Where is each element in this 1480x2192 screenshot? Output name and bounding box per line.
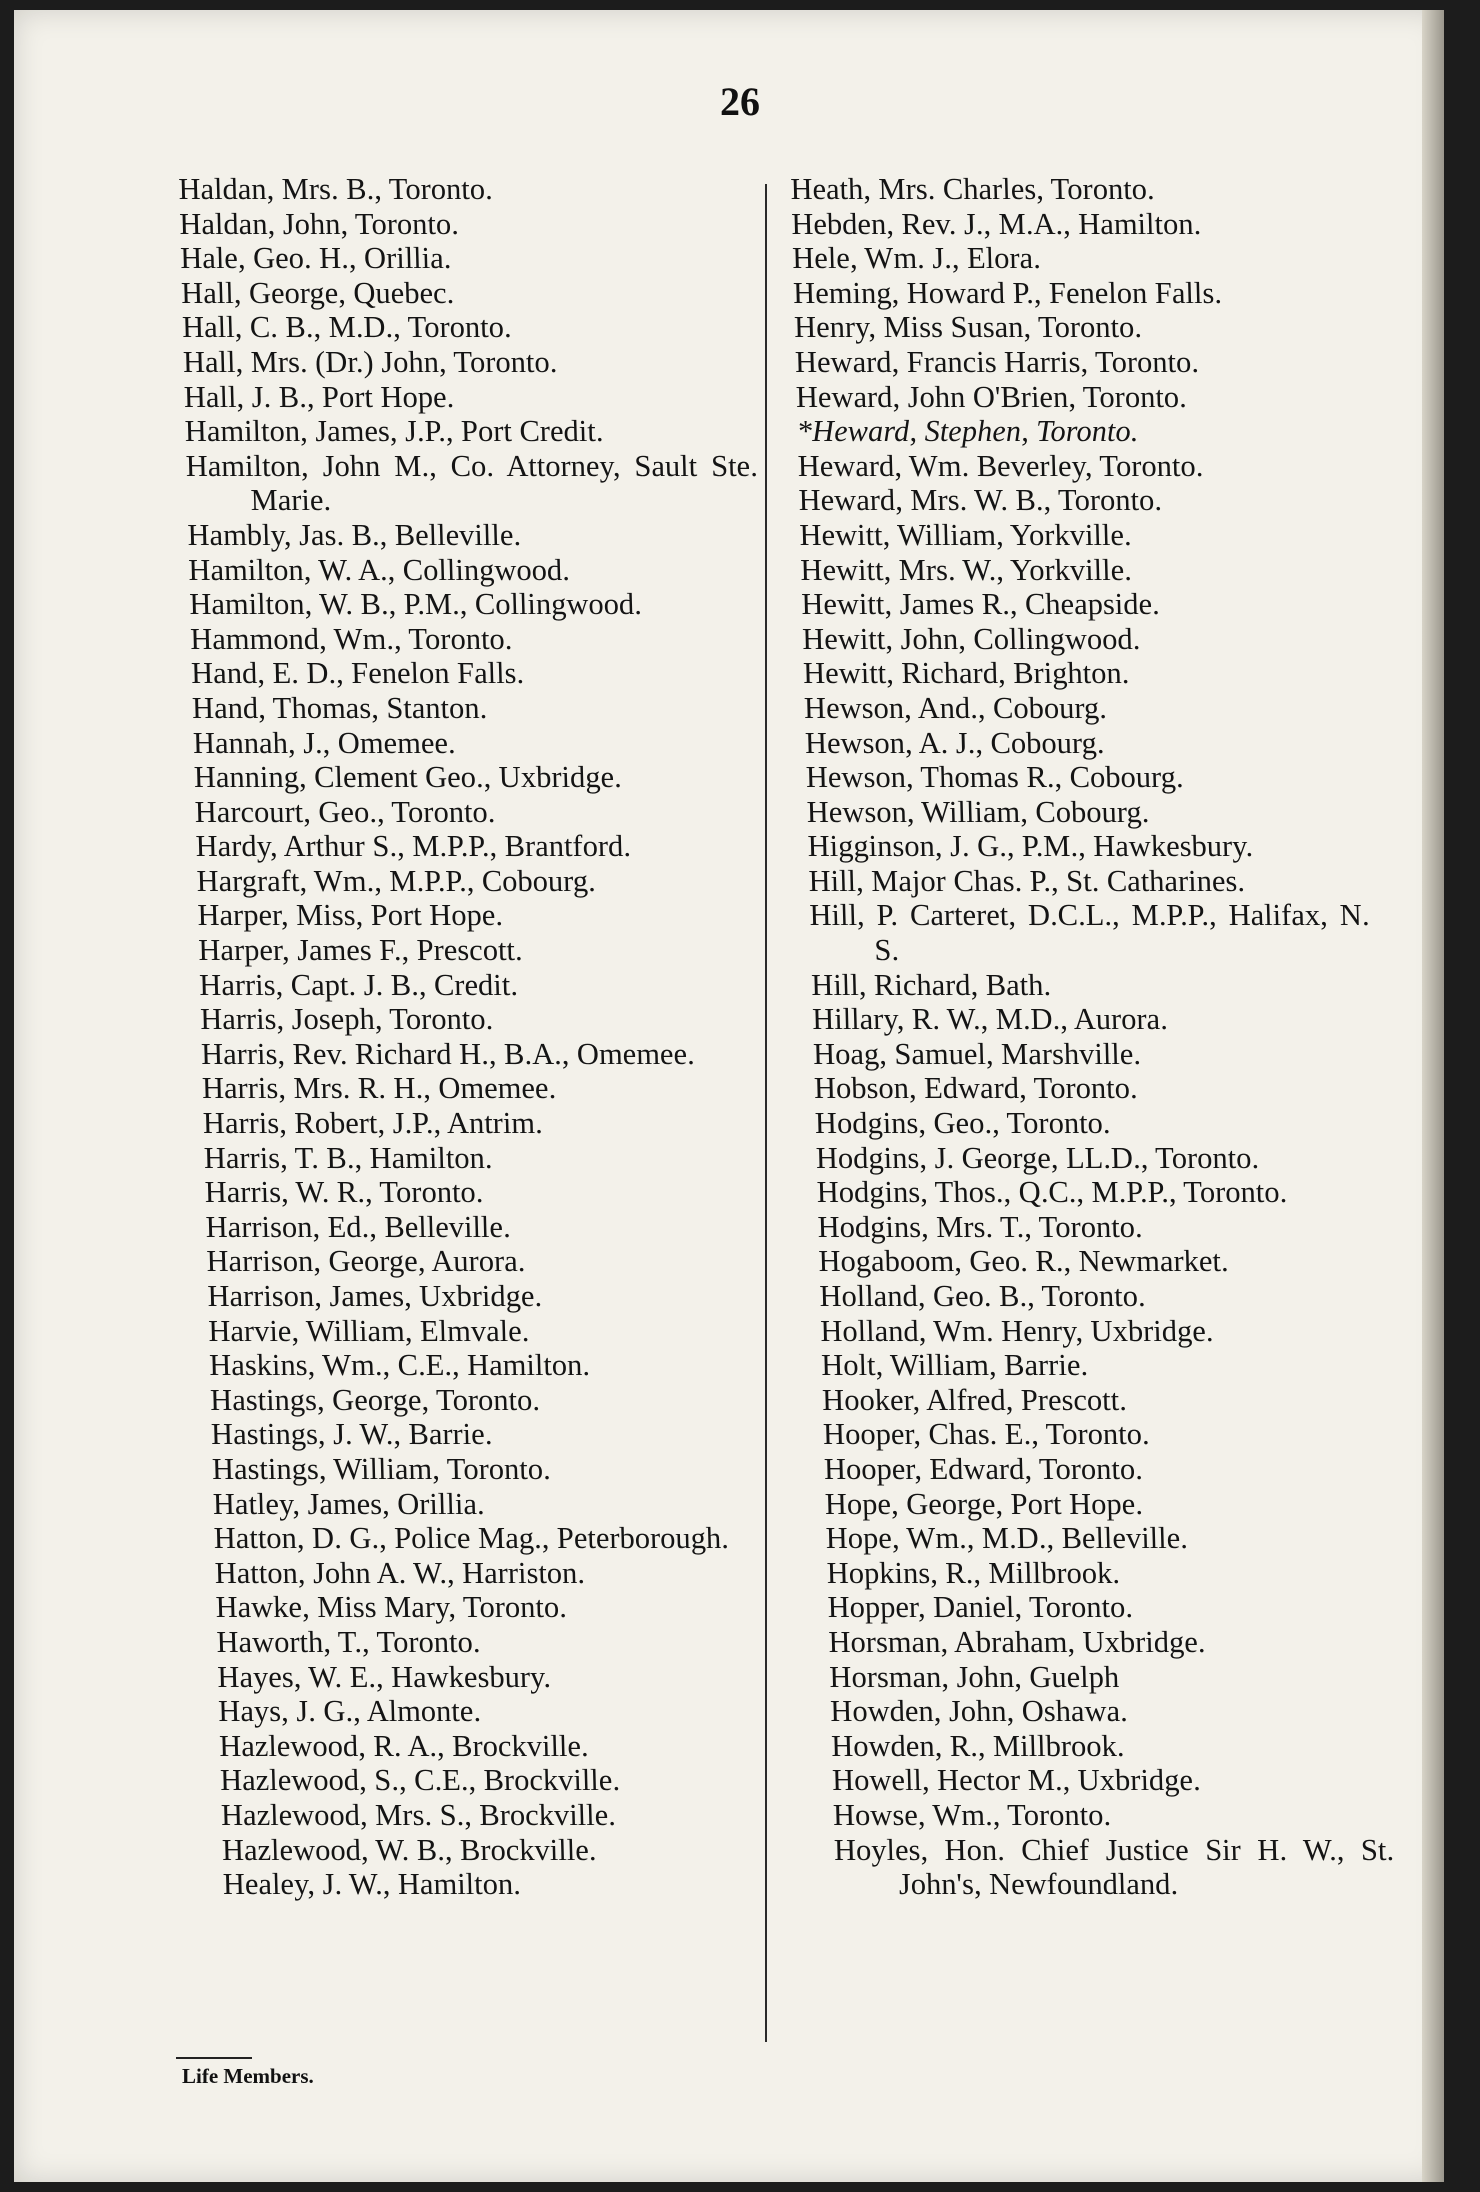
member-entry: Hayes, W. E., Hawkesbury.	[216, 1659, 552, 1694]
column-divider	[765, 184, 767, 2042]
member-entry: Hand, E. D., Fenelon Falls.	[190, 656, 525, 691]
member-entry: Hill, Richard, Bath.	[810, 967, 1052, 1002]
member-entry: *Heward, Stephen, Toronto.	[796, 414, 1139, 449]
member-entry: Harper, Miss, Port Hope.	[197, 898, 504, 933]
member-entry: Higginson, J. G., P.M., Hawkesbury.	[807, 829, 1254, 864]
member-entry: Hobson, Edward, Toronto.	[813, 1071, 1138, 1106]
member-entry: Harris, Rev. Richard H., B.A., Omemee.	[200, 1036, 696, 1071]
member-entry: Harris, Capt. J. B., Credit.	[198, 967, 519, 1002]
left-column	[178, 172, 795, 1902]
member-entry: Haldan, Mrs. B., Toronto.	[178, 172, 494, 206]
member-entry: Harris, Mrs. R. H., Omemee.	[201, 1071, 557, 1106]
member-entry: Hewitt, Richard, Brighton.	[802, 656, 1130, 691]
member-entry: Hale, Geo. H., Orillia.	[179, 241, 452, 276]
member-entry: Hall, C. B., M.D., Toronto.	[181, 310, 512, 345]
member-entry: Harvie, William, Elmvale.	[207, 1313, 530, 1348]
member-entry: Hamilton, John M., Co. Attorney, Sault Ste. Marie.	[185, 448, 759, 518]
member-entry: Holland, Wm. Henry, Uxbridge.	[819, 1313, 1214, 1348]
member-entry: Hoag, Samuel, Marshville.	[812, 1036, 1142, 1071]
member-entry: Heming, Howard P., Fenelon Falls.	[792, 275, 1223, 310]
member-entry: Harris, T. B., Hamilton.	[203, 1140, 493, 1175]
member-entry: Hodgins, Geo., Toronto.	[814, 1106, 1111, 1141]
member-entry: Hope, George, Port Hope.	[824, 1486, 1144, 1521]
member-entry: Healey, J. W., Hamilton.	[222, 1867, 522, 1902]
member-entry: Hazlewood, Mrs. S., Brockville.	[220, 1797, 617, 1832]
member-entry: Hamilton, W. A., Collingwood.	[187, 552, 571, 587]
member-entry: Hatley, James, Orillia.	[212, 1486, 485, 1521]
page-edge	[1422, 10, 1444, 2182]
member-entry: Horsman, Abraham, Uxbridge.	[828, 1624, 1206, 1659]
member-entry: Howden, John, Oshawa.	[829, 1694, 1129, 1729]
member-entry: Holland, Geo. B., Toronto.	[818, 1279, 1146, 1313]
member-entry: Harris, W. R., Toronto.	[204, 1175, 484, 1210]
member-entry: Hele, Wm. J., Elora.	[791, 241, 1042, 276]
member-entry: Hopper, Daniel, Toronto.	[827, 1590, 1134, 1625]
member-entry: Hewitt, John, Collingwood.	[801, 621, 1141, 656]
member-entry: Hall, Mrs. (Dr.) John, Toronto.	[182, 344, 558, 379]
member-entry: Hewson, Thomas R., Cobourg.	[805, 760, 1184, 795]
member-entry: Hopkins, R., Millbrook.	[826, 1555, 1121, 1590]
member-entry: Heath, Mrs. Charles, Toronto.	[790, 172, 1155, 206]
member-entry: Haldan, John, Toronto.	[178, 206, 460, 241]
member-entry: Hamilton, W. B., P.M., Collingwood.	[188, 587, 643, 622]
member-entry: Hargraft, Wm., M.P.P., Cobourg.	[196, 863, 597, 898]
member-entry: Hatton, John A. W., Harriston.	[214, 1555, 586, 1590]
member-entry: Hawke, Miss Mary, Toronto.	[215, 1590, 568, 1625]
member-entry: Hewitt, Mrs. W., Yorkville.	[799, 552, 1133, 587]
member-entry: Hays, J. G., Almonte.	[217, 1694, 482, 1729]
member-entry: Hodgins, Thos., Q.C., M.P.P., Toronto.	[816, 1175, 1288, 1210]
member-entry: Hamilton, James, J.P., Port Credit.	[184, 414, 604, 449]
member-entry: Hill, Major Chas. P., St. Catharines.	[808, 863, 1246, 898]
member-entry: Hazlewood, W. B., Brockville.	[221, 1832, 597, 1867]
member-entry: Hazlewood, R. A., Brockville.	[218, 1728, 589, 1763]
member-entry: Hastings, George, Toronto.	[209, 1382, 541, 1417]
member-entry: Hannah, J., Omemee.	[192, 725, 456, 760]
member-entry: Hall, George, Quebec.	[180, 275, 455, 310]
right-column	[790, 172, 1395, 1902]
member-entry: Heward, Wm. Beverley, Toronto.	[797, 448, 1204, 483]
member-entry: Howse, Wm., Toronto.	[832, 1797, 1112, 1832]
member-entry: Howell, Hector M., Uxbridge.	[831, 1763, 1202, 1798]
member-entry: Hope, Wm., M.D., Belleville.	[825, 1521, 1189, 1556]
member-entry: Harris, Joseph, Toronto.	[199, 1002, 494, 1037]
member-entry: Harcourt, Geo., Toronto.	[194, 794, 496, 829]
member-entry: Harrison, Ed., Belleville.	[205, 1209, 512, 1244]
member-entry: Hatton, D. G., Police Mag., Peterborough.	[213, 1521, 730, 1556]
member-entry: Howden, R., Millbrook.	[830, 1728, 1125, 1763]
member-entry: Hooker, Alfred, Prescott.	[821, 1382, 1128, 1417]
member-entry: Harris, Robert, J.P., Antrim.	[202, 1106, 544, 1141]
member-entry: Haworth, T., Toronto.	[216, 1624, 481, 1659]
member-entry: Hill, P. Carteret, D.C.L., M.P.P., Halifax, N. S.	[809, 898, 1370, 968]
member-entry: Henry, Miss Susan, Toronto.	[793, 310, 1143, 345]
member-entry: Hewson, William, Cobourg.	[806, 794, 1150, 829]
member-entry: Hodgins, J. George, LL.D., Toronto.	[815, 1140, 1260, 1175]
member-entry: Hammond, Wm., Toronto.	[189, 621, 513, 656]
member-entry: Hogaboom, Geo. R., Newmarket.	[818, 1244, 1229, 1279]
member-entry: Hewson, And., Cobourg.	[803, 690, 1108, 725]
member-entry: Harper, James F., Prescott.	[197, 933, 523, 968]
member-entry: Hewitt, James R., Cheapside.	[800, 587, 1161, 622]
member-entry: Holt, William, Barrie.	[820, 1348, 1089, 1383]
footnote-rule	[176, 2057, 252, 2059]
member-entry: Hebden, Rev. J., M.A., Hamilton.	[790, 206, 1202, 241]
member-entry: Heward, John O'Brien, Toronto.	[795, 379, 1188, 414]
member-entry: Hastings, J. W., Barrie.	[210, 1417, 493, 1452]
member-entry: Hooper, Edward, Toronto.	[823, 1451, 1144, 1486]
member-entry: Hall, J. B., Port Hope.	[183, 379, 455, 414]
member-entry: Harrison, James, Uxbridge.	[206, 1279, 543, 1313]
member-entry: Horsman, John, Guelph	[828, 1659, 1120, 1694]
member-entry: Hand, Thomas, Stanton.	[191, 690, 488, 725]
member-entry: Hambly, Jas. B., Belleville.	[187, 517, 522, 552]
member-entry: Haskins, Wm., C.E., Hamilton.	[208, 1348, 591, 1383]
member-entry: Hooper, Chas. E., Toronto.	[822, 1417, 1150, 1452]
member-entry: Hoyles, Hon. Chief Justice Sir H. W., St. John's, Newfoundland.	[833, 1832, 1395, 1902]
footnote: Life Members.	[182, 2064, 314, 2088]
member-entry: Hazlewood, S., C.E., Brockville.	[219, 1763, 621, 1798]
member-entry: Heward, Mrs. W. B., Toronto.	[798, 483, 1163, 518]
member-entry: Hodgins, Mrs. T., Toronto.	[817, 1209, 1143, 1244]
member-entry: Hewitt, William, Yorkville.	[799, 517, 1132, 552]
page-number: 26	[720, 79, 760, 124]
member-entry: Hastings, William, Toronto.	[211, 1451, 552, 1486]
member-entry: Hillary, R. W., M.D., Aurora.	[811, 1002, 1169, 1037]
member-entry: Harrison, George, Aurora.	[206, 1244, 526, 1279]
member-entry: Hardy, Arthur S., M.P.P., Brantford.	[195, 829, 632, 864]
member-entry: Hewson, A. J., Cobourg.	[804, 725, 1105, 760]
member-entry: Hanning, Clement Geo., Uxbridge.	[193, 760, 623, 795]
member-entry: Heward, Francis Harris, Toronto.	[794, 344, 1200, 379]
